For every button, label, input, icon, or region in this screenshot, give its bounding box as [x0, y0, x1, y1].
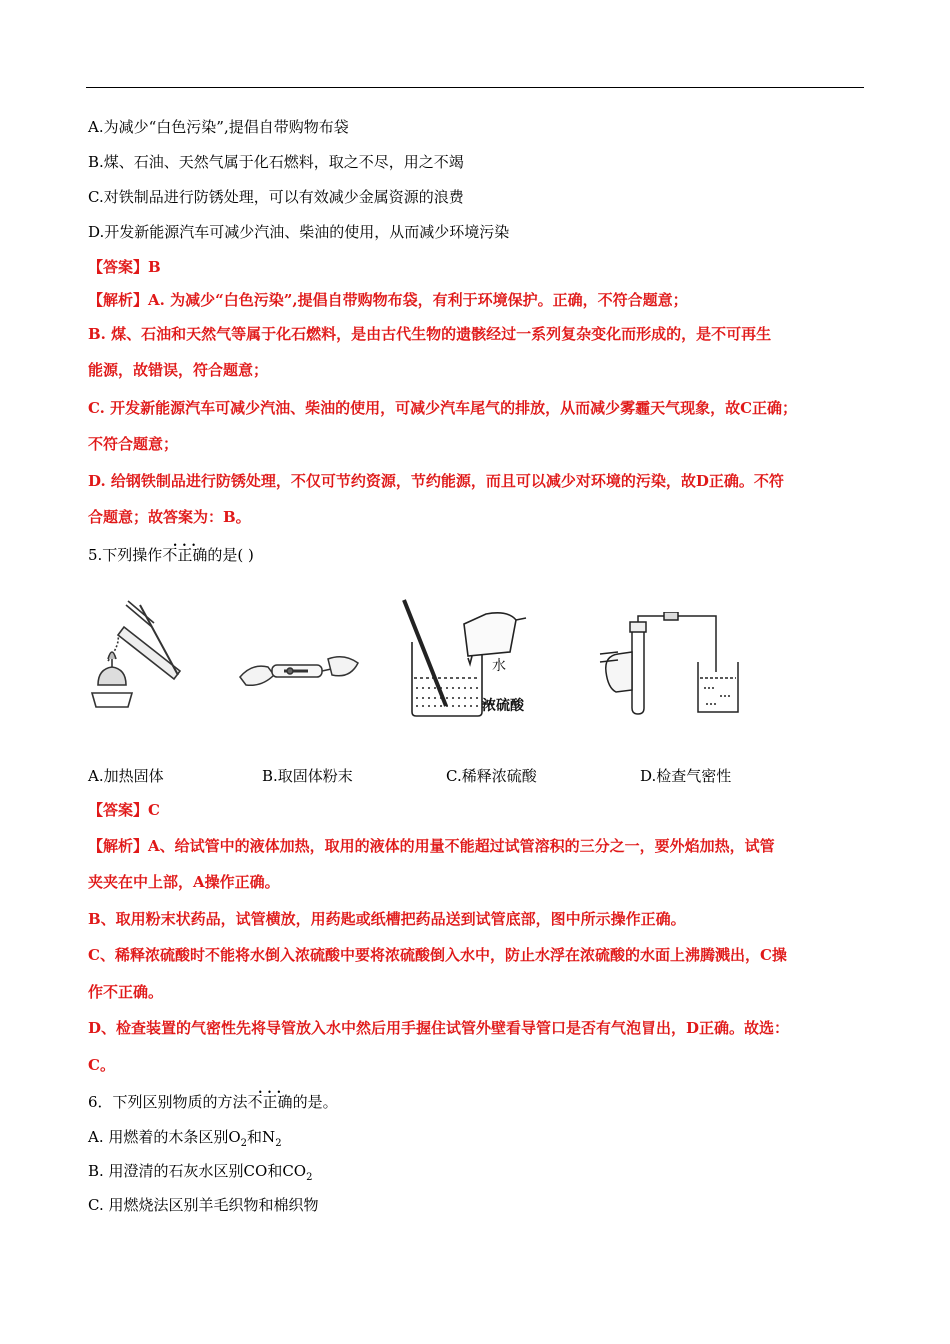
- q6-stem: 6．下列区别物质的方法• • • 不正确的是。: [88, 1092, 338, 1112]
- q5-caption-b: B.取固体粉末: [262, 767, 353, 785]
- q4-analysis-line-1: 【解析】A. 为减少“白色污染”,提倡自带购物布袋，有利于环境保护。正确，不符合题意；: [88, 291, 688, 309]
- q6-stem-emphasis: • • • 不正确: [248, 1092, 293, 1112]
- q4-answer: 【答案】B: [88, 258, 161, 276]
- label-concentrated-acid: 浓硫酸: [482, 698, 524, 714]
- q5-analysis-line-5: 作不正确。: [88, 983, 164, 1001]
- figure-heating-solid: [88, 595, 198, 715]
- q5-caption-c: C.稀释浓硫酸: [446, 767, 537, 785]
- q6-option-a: A. 用燃着的木条区别$O_2$和$N_2$: [88, 1128, 282, 1149]
- q6-option-b: B. 用澄清的石灰水区别CO和$CO_2$: [88, 1162, 313, 1183]
- q5-stem: 5.下列操作• • • 不正确的是( ): [88, 545, 254, 565]
- q4-analysis-line-4: C. 开发新能源汽车可减少汽油、柴油的使用，可减少汽车尾气的排放，从而减少雾霾天气现象，故C正确；: [88, 399, 798, 417]
- figure-airtightness-check: [598, 612, 748, 717]
- q5-analysis-line-3: B、取用粉末状药品，试管横放，用药匙或纸槽把药品送到试管底部，图中所示操作正确。: [88, 910, 686, 928]
- q4-analysis-line-7: 合题意；故答案为：B。: [88, 508, 251, 526]
- figure-taking-powder: [232, 635, 367, 705]
- label-water: 水: [492, 658, 506, 674]
- figure-diluting-acid: [398, 598, 543, 720]
- header-rule: [86, 87, 864, 88]
- q5-analysis-line-6: D、检查装置的气密性先将导管放入水中然后用手握住试管外壁看导管口是否有气泡冒出，D正确。故选：: [88, 1019, 790, 1037]
- q5-stem-emphasis: • • • 不正确: [162, 545, 207, 565]
- q4-option-b: B.煤、石油、天然气属于化石燃料，取之不尽，用之不竭: [88, 153, 464, 171]
- q5-analysis-line-4: C、稀释浓硫酸时不能将水倒入浓硫酸中要将浓硫酸倒入水中，防止水浮在浓硫酸的水面上沸腾溅出，C操: [88, 946, 787, 964]
- q5-caption-a: A.加热固体: [88, 767, 164, 785]
- q5-analysis-line-7: C。: [88, 1056, 115, 1074]
- q4-option-d: D.开发新能源汽车可减少汽油、柴油的使用，从而减少环境污染: [88, 223, 510, 241]
- q4-analysis-line-6: D. 给钢铁制品进行防锈处理，不仅可节约资源，节约能源，而且可以减少对环境的污染，故D正确。不符: [88, 472, 784, 490]
- q5-caption-d: D.检查气密性: [640, 767, 732, 785]
- q4-analysis-line-5: 不符合题意；: [88, 435, 179, 453]
- q4-analysis-label: 【解析】: [88, 291, 149, 309]
- q4-analysis-line-2: B. 煤、石油和天然气等属于化石燃料，是由古代生物的遗骸经过一系列复杂变化而形成的，是不可再生: [88, 325, 772, 343]
- q5-analysis-line-2: 夹夹在中上部，A操作正确。: [88, 873, 280, 891]
- q5-answer: 【答案】C: [88, 801, 160, 819]
- q5-analysis-label: 【解析】: [88, 837, 149, 855]
- q4-option-c: C.对铁制品进行防锈处理，可以有效减少金属资源的浪费: [88, 188, 464, 206]
- q4-analysis-line-3: 能源，故错误，符合题意；: [88, 361, 269, 379]
- q4-option-a: A.为减少“白色污染”,提倡自带购物布袋: [88, 118, 349, 136]
- q6-option-c: C. 用燃烧法区别羊毛织物和棉织物: [88, 1196, 319, 1214]
- q5-analysis-line-1: 【解析】A、给试管中的液体加热，取用的液体的用量不能超过试管溶积的三分之一，要外焰加热，试管: [88, 837, 775, 855]
